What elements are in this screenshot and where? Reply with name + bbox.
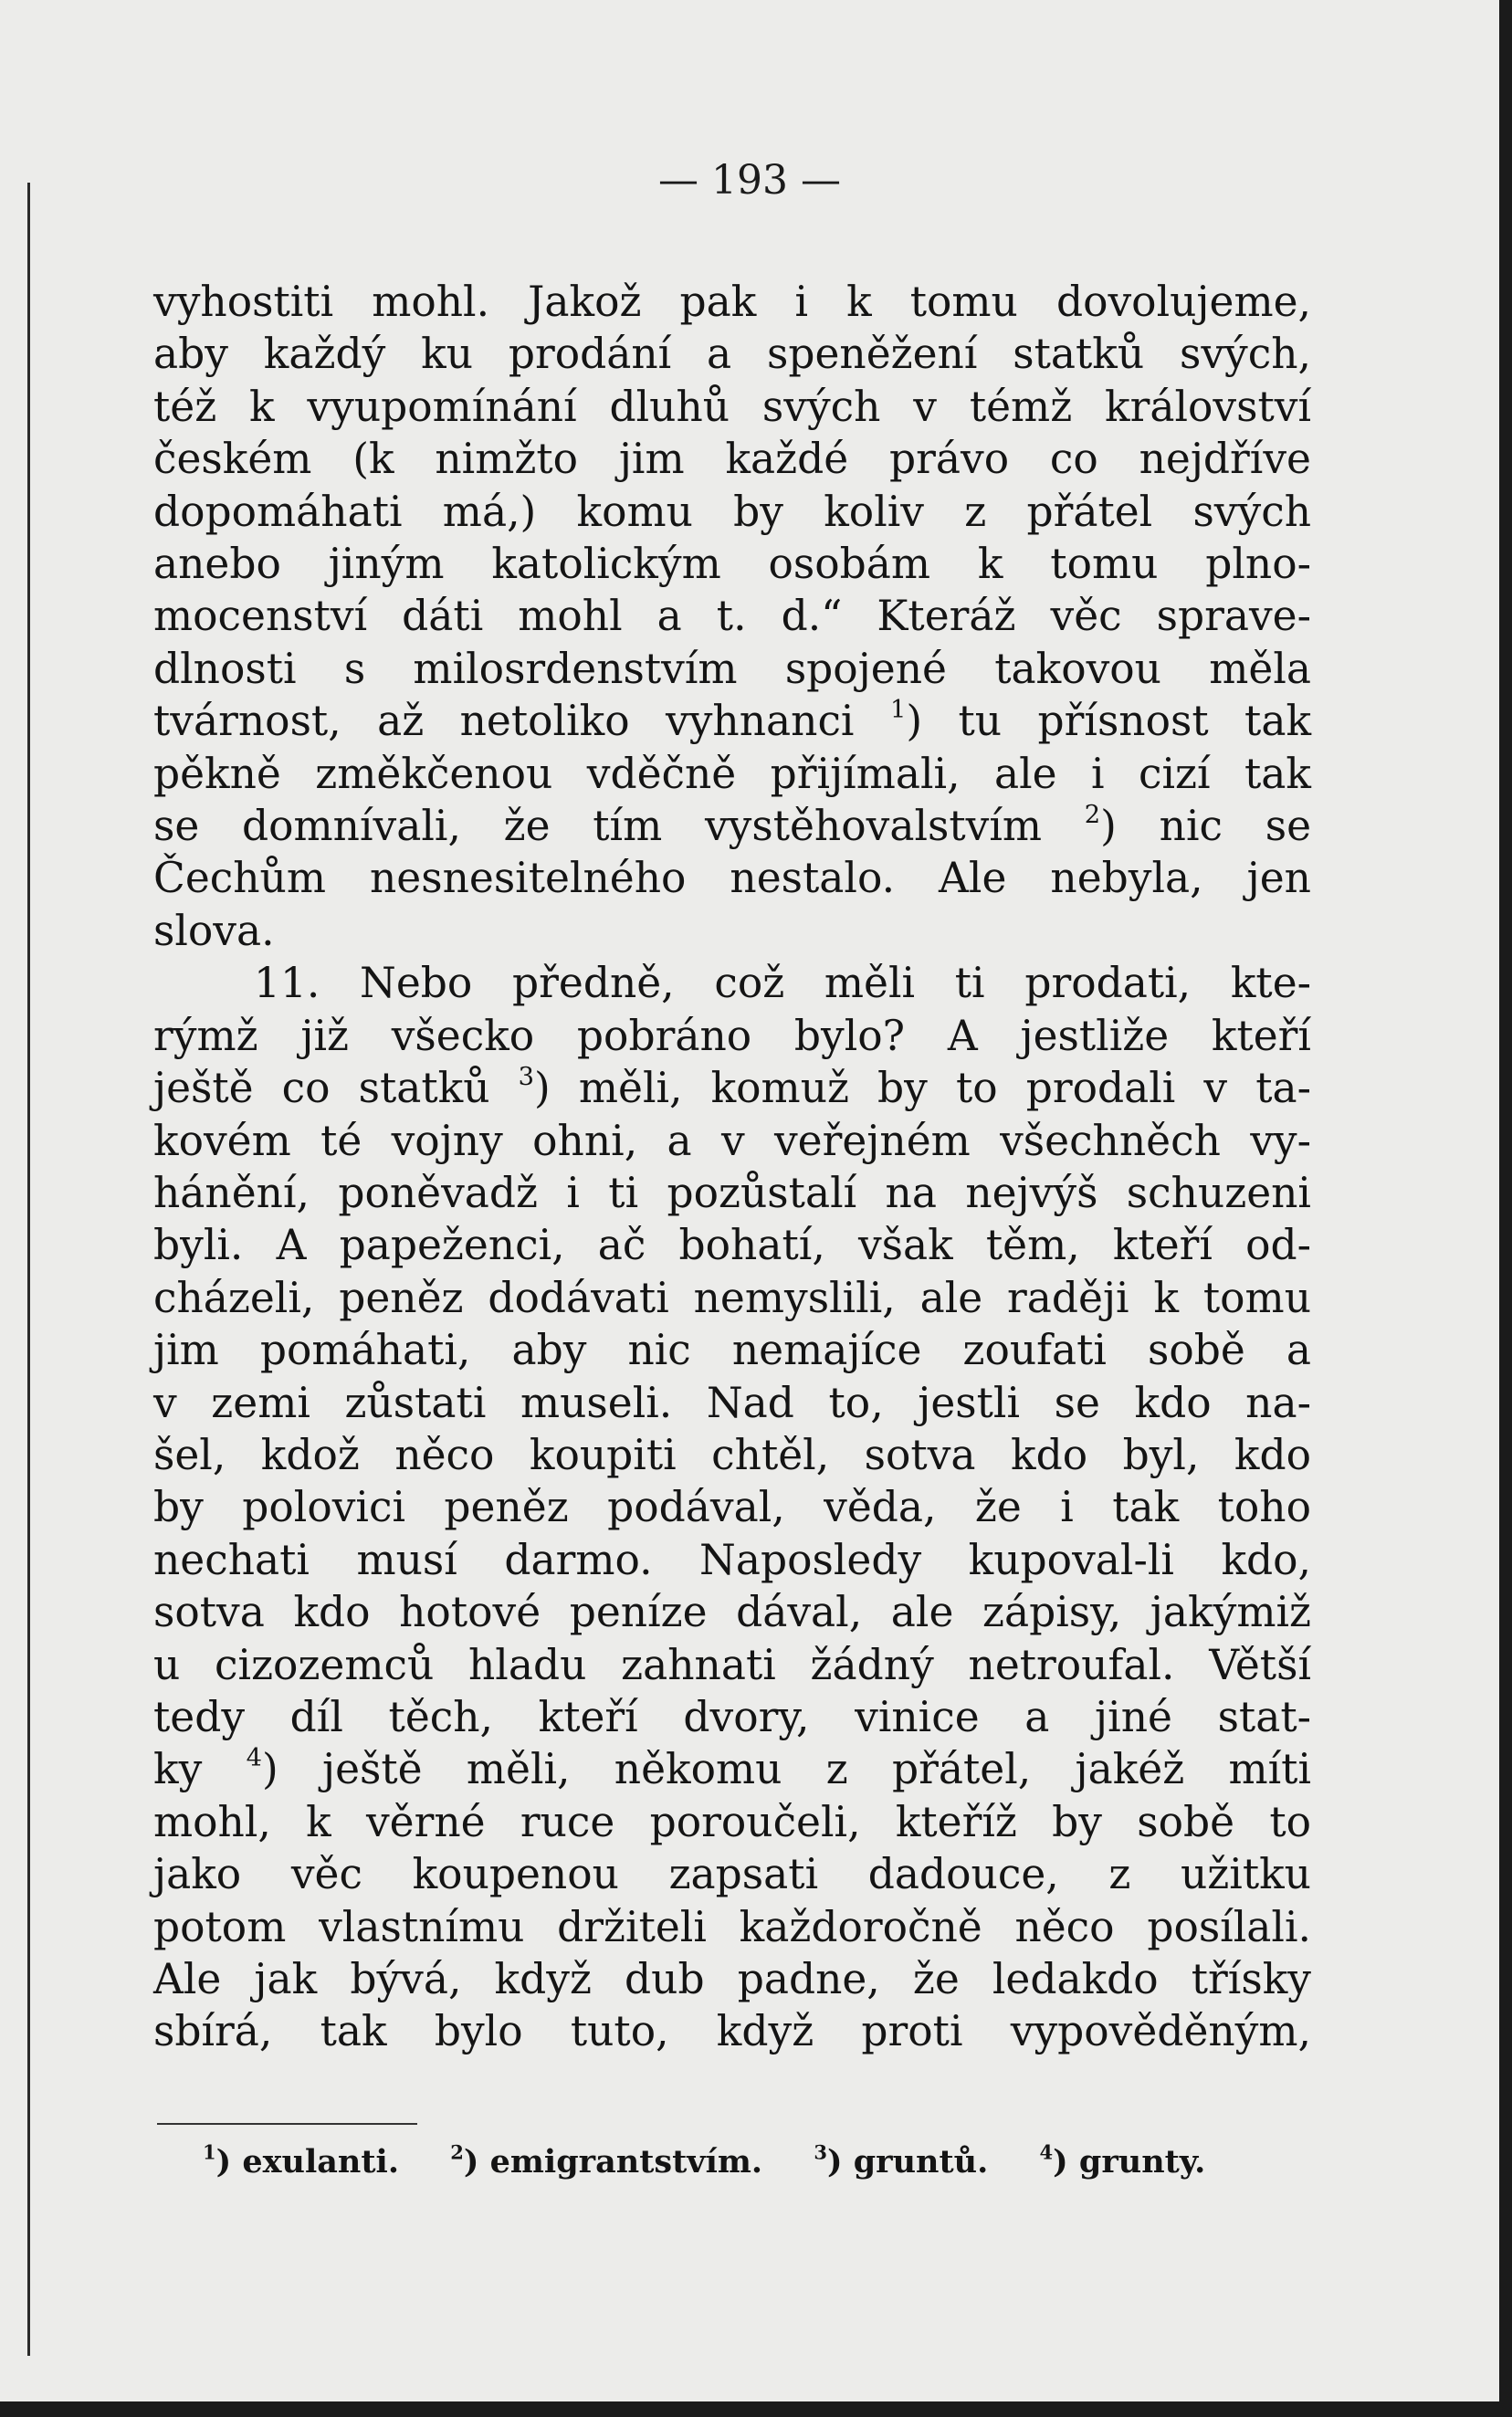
text-line-with-footnote: ky $^4$) ještě měli, někomu z přátel, jakéž míti	[153, 1744, 1312, 1794]
text-line-with-footnote: tvárnost, až netoliko vyhnanci $^1$) tu přísnost tak	[153, 696, 1312, 746]
text-line: slova.	[153, 906, 275, 955]
body-text	[153, 276, 1311, 2058]
text-line: mohl, k věrné ruce poroučeli, kteříž by sobě to	[153, 1797, 1311, 1846]
text-line: vyhostiti mohl. Jakož pak i k tomu dovolujeme,	[153, 278, 1311, 326]
text-line: aby každý ku prodání a speněžení statků svých,	[153, 330, 1311, 379]
text-segment: tu přísnost tak	[958, 697, 1312, 746]
footnotes	[203, 2141, 1298, 2183]
text-segment: ky	[153, 1745, 203, 1794]
footnote-mark: 1	[203, 2140, 216, 2164]
footnote-mark: 3	[814, 2140, 827, 2164]
text-line: nechati musí darmo. Naposledy kupoval-li kdo,	[153, 1535, 1311, 1584]
text-segment: měli, komuž by to prodali v ta-	[578, 1064, 1312, 1113]
text-line: dopomáhati má,) komu by koliv z přátel svých	[153, 487, 1311, 536]
text-line: byli. A papeženci, ač bohatí, však těm, kteří od-	[153, 1221, 1311, 1270]
text-line: též k vyupomínání dluhů svých v témž království	[153, 382, 1311, 431]
footnote: $^2$) emigrantstvím.	[450, 2140, 763, 2181]
text-line: mocenství dáti mohl a t. d.“ Kteráž věc sprave-	[153, 592, 1311, 641]
footnote-text: gruntů.	[853, 2143, 989, 2181]
text-line: Ale jak bývá, když dub padne, že ledakdo třísky	[153, 1955, 1311, 2003]
footnote-ref: 4	[246, 1744, 262, 1773]
text-line: českém (k nimžto jim každé právo co nejdříve	[153, 435, 1311, 484]
footnote-ref: 1	[889, 696, 907, 725]
text-line: Čechům nesnesitelného nestalo. Ale nebyla, jen	[153, 854, 1311, 903]
text-line: jim pomáhati, aby nic nemajíce zoufati sobě a	[153, 1326, 1311, 1375]
text-segment: se domnívali, že tím vystěhovalstvím	[153, 802, 1043, 851]
text-line: u cizozemců hladu zahnati žádný netroufal. Větší	[153, 1640, 1311, 1689]
text-line: potom vlastnímu držiteli každoročně něco posílali.	[153, 1902, 1311, 1951]
footnote: $^1$) exulanti.	[203, 2140, 400, 2181]
footnote-text: exulanti.	[242, 2143, 400, 2181]
footnote-ref: 2	[1084, 800, 1101, 829]
page-edge-shadow	[27, 183, 30, 2356]
footnote-text: emigrantstvím.	[489, 2143, 763, 2181]
footnote-ref: 3	[518, 1062, 535, 1091]
text-segment: ještě měli, někomu z přátel, jakéž míti	[322, 1745, 1312, 1794]
footnote-divider	[157, 2123, 417, 2125]
text-line: jako věc koupenou zapsati dadouce, z užitku	[153, 1850, 1311, 1899]
text-line: cházeli, peněz dodávati nemyslili, ale raději k tomu	[153, 1273, 1311, 1322]
page-number: — 193 —	[658, 157, 841, 204]
text-line: tedy díl těch, kteří dvory, vinice a jiné stat-	[153, 1692, 1311, 1741]
footnote: $^4$) grunty.	[1039, 2140, 1206, 2181]
text-line: 11. Nebo předně, což měli ti prodati, kte-	[254, 959, 1311, 1008]
text-line-with-footnote: ještě co statků $^3$) měli, komuž by to prodali v ta-	[153, 1062, 1312, 1113]
text-line: anebo jiným katolickým osobám k tomu plno-	[153, 540, 1311, 589]
text-line: šel, kdož něco koupiti chtěl, sotva kdo byl, kdo	[153, 1430, 1311, 1479]
text-line: rýmž již všecko pobráno bylo? A jestliže kteří	[153, 1011, 1311, 1060]
footnote-mark: 4	[1039, 2140, 1054, 2164]
footnote-mark: 2	[450, 2140, 464, 2164]
text-line: pěkně změkčenou vděčně přijímali, ale i cizí tak	[153, 749, 1311, 798]
text-line: sbírá, tak bylo tuto, když proti vypověděným,	[153, 2007, 1311, 2056]
text-segment: nic se	[1159, 802, 1311, 851]
text-line: sotva kdo hotové peníze dával, ale zápisy, jakýmiž	[153, 1588, 1311, 1637]
text-segment: ještě co statků	[153, 1064, 490, 1113]
text-segment: tvárnost, až netoliko vyhnanci	[153, 697, 855, 746]
text-line: kovém té vojny ohni, a v veřejném všechněch vy-	[153, 1116, 1311, 1165]
footnote-text: grunty.	[1078, 2143, 1206, 2181]
text-line-with-footnote: se domnívali, že tím vystěhovalstvím $^2$) nic se	[153, 800, 1311, 851]
text-line: by polovici peněz podával, věda, že i tak toho	[153, 1483, 1311, 1532]
text-line: v zemi zůstati museli. Nad to, jestli se kdo na-	[153, 1378, 1311, 1427]
text-line: dlnosti s milosrdenstvím spojené takovou měla	[153, 644, 1311, 693]
footnote: $^3$) gruntů.	[814, 2140, 989, 2181]
text-line: hánění, poněvadž i ti pozůstalí na nejvýš schuzeni	[153, 1168, 1311, 1217]
